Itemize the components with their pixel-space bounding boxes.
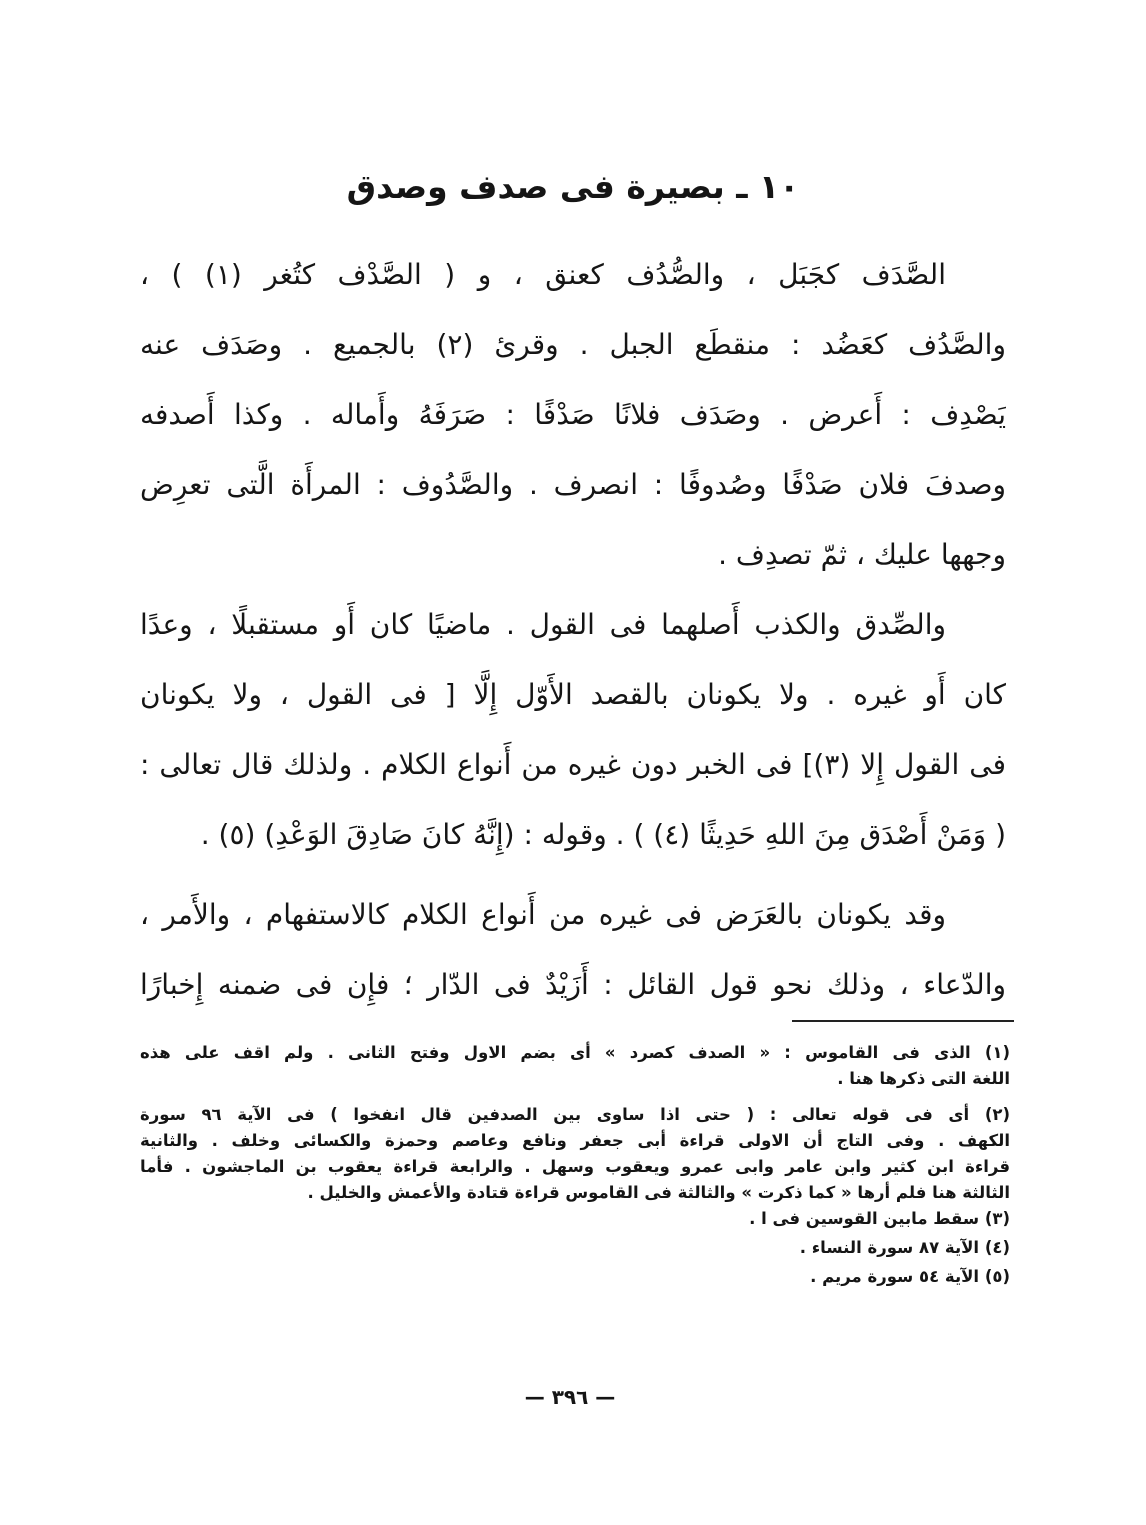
- footnote-line: اللغة التى ذكرها هنا .: [837, 1069, 1010, 1088]
- page-number: — ٣٩٦ —: [524, 1385, 616, 1409]
- text-line: ( وَمَنْ أَصْدَق مِنَ اللهِ حَدِيثًا (٤) ) . وقوله : (إِنَّهُ كانَ صَادِقَ الوَعْدِ) (٥) .: [200, 818, 1006, 851]
- text-line: وقد يكونان بالعَرَض فى غيره من أَنواع الكلام كالاستفهام ، والأَمر ،: [140, 898, 946, 931]
- section-title: ١٠ ـ بصيرة فى صدف وصدق: [346, 167, 800, 206]
- footnote-3: (٣) سقط مابين القوسين فى ا .: [749, 1209, 1010, 1228]
- text-line: كان أَو غيره . ولا يكونان بالقصد الأَوّل إِلَّا [ فى القول ، ولا يكونان: [140, 678, 1006, 711]
- footnote-divider: [792, 1020, 1014, 1022]
- text-line: يَصْدِف : أَعرض . وصَدَف فلانًا صَدْفًا : صَرَفَهُ وأَماله . وكذا أَصدفه: [140, 398, 1006, 431]
- text-line: والصَّدُف كعَضُد : منقطَع الجبل . وقرئ (٢) بالجميع . وصَدَف عنه: [140, 328, 1006, 361]
- paragraph-sadaf: [140, 240, 1006, 590]
- paragraph-bil-arad: [140, 880, 1006, 1020]
- text-line: والصِّدق والكذب أَصلهما فى القول . ماضيًا كان أَو مستقبلًا ، وعدًا: [140, 608, 946, 641]
- footnote-4: (٤) الآية ٨٧ سورة النساء .: [799, 1238, 1010, 1257]
- text-line: والدّعاء ، وذلك نحو قول القائل : أَزَيْدٌ فى الدّار ؛ فإِن فى ضمنه إِخبارًا: [140, 968, 1006, 1001]
- text-line: وصدفَ فلان صَدْفًا وصُدوفًا : انصرف . والصَّدُوف : المرأَة الَّتى تعرِض: [140, 468, 1006, 501]
- footnote-5: (٥) الآية ٥٤ سورة مريم .: [810, 1267, 1010, 1286]
- footnote-line: الثالثة هنا فلم أرها « كما ذكرت » والثالثة فى القاموس قراءة قتادة والأعمش والخليل .: [307, 1183, 1010, 1202]
- footnote-line: الكهف . وفى التاج أن الاولى قراءة أبى جعفر ونافع وعاصم وحمزة والكسائى وخلف . والثانية: [140, 1131, 1010, 1150]
- paragraph-sidq: [140, 590, 1006, 870]
- footnote-line: (١) الذى فى القاموس : « الصدف كصرد » أى بضم الاول وفتح الثانى . ولم اقف على هذه: [140, 1043, 1010, 1062]
- text-line: الصَّدَف كجَبَل ، والصُّدُف كعنق ، و ( الصَّدْف كتُغر (١) ) ،: [140, 258, 946, 291]
- footnote-2: [140, 1102, 1010, 1206]
- text-line: فى القول إِلا (٣)] فى الخبر دون غيره من أَنواع الكلام . ولذلك قال تعالى :: [140, 748, 1006, 781]
- text-line: وجهها عليك ، ثمّ تصدِف .: [718, 538, 1006, 571]
- footnotes: [140, 1040, 1010, 1293]
- footnote-1: [140, 1040, 1010, 1092]
- footnote-line: (٢) أى فى قوله تعالى : ( حتى اذا ساوى بين الصدفين قال انفخوا ) فى الآية ٩٦ سورة: [140, 1105, 1010, 1124]
- footnote-line: قراءة ابن كثير وابن عامر وابى عمرو ويعقوب وسهل . والرابعة قراءة يعقوب بن الماجشون . فأما: [140, 1157, 1010, 1176]
